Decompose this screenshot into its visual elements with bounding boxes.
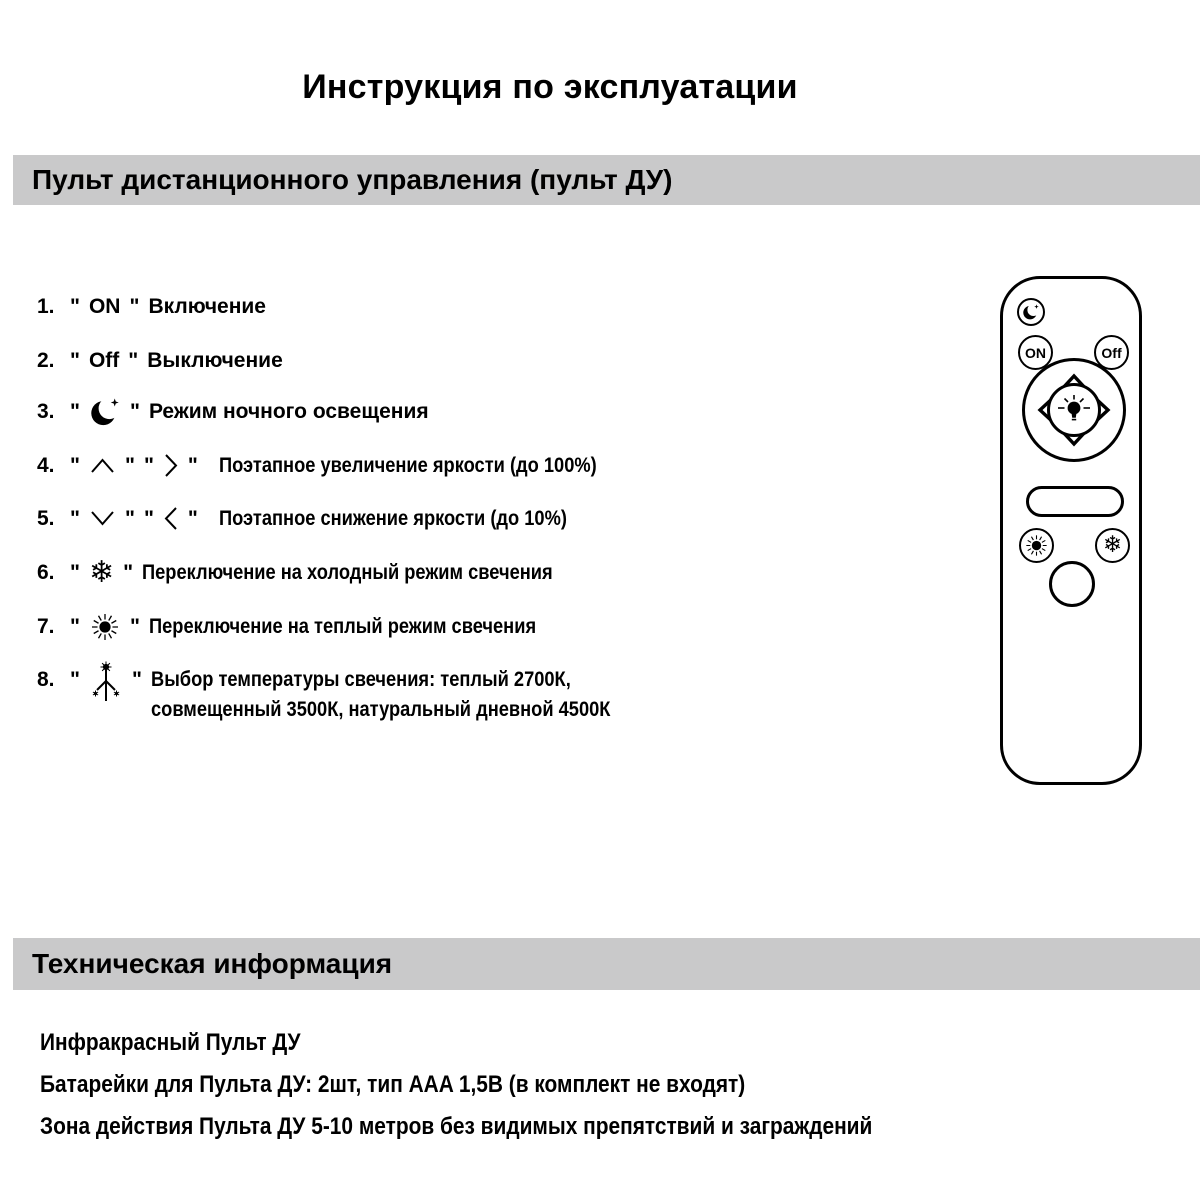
section-header-tech xyxy=(13,938,1200,990)
item-number: 2. xyxy=(37,349,55,372)
warm-mode-button xyxy=(1019,528,1054,563)
item-number: 4. xyxy=(37,453,55,477)
chevron-down-icon xyxy=(89,509,116,528)
button-key-label: Off xyxy=(88,349,120,372)
quote-mark: " xyxy=(70,615,80,638)
sun-icon xyxy=(89,611,121,643)
item-number: 6. xyxy=(37,561,55,584)
instruction-item-7 xyxy=(37,611,594,643)
quote-mark: " xyxy=(70,400,80,423)
item-desc: Поэтапное снижение яркости (до 10%) xyxy=(218,506,567,530)
instruction-item-1 xyxy=(37,295,266,319)
light-bulb-icon xyxy=(1057,394,1091,426)
pill-button xyxy=(1026,486,1124,517)
quote-mark: " xyxy=(128,349,139,372)
item-desc: Поэтапное увеличение яркости (до 100%) xyxy=(218,453,597,477)
item-desc xyxy=(151,661,679,725)
instruction-item-4 xyxy=(37,452,653,479)
quote-mark: " xyxy=(70,349,80,372)
quote-mark: " xyxy=(131,668,142,691)
round-button xyxy=(1049,561,1095,607)
item-desc: Включение xyxy=(148,295,266,318)
quote-mark: " xyxy=(70,453,80,477)
on-button-label: ON xyxy=(1025,344,1046,361)
tech-info-line-1: Инфракрасный Пульт ДУ xyxy=(40,1029,301,1056)
dpad-center-bulb-button xyxy=(1047,383,1101,437)
item-number: 3. xyxy=(37,400,55,423)
tech-info-line-2: Батарейки для Пульта ДУ: 2шт, тип AAA 1,5В (в комплект не входят) xyxy=(40,1071,746,1098)
quote-mark: " xyxy=(129,400,140,423)
quote-mark: " xyxy=(70,668,80,691)
tech-info-line-3: Зона действия Пульта ДУ 5-10 метров без видимых препятствий и заграждений xyxy=(40,1113,873,1140)
dpad-button xyxy=(1022,358,1126,462)
moon-night-icon xyxy=(89,396,121,428)
item-number: 5. xyxy=(37,506,55,530)
quote-mark: " xyxy=(187,506,198,530)
quote-mark: " xyxy=(143,506,154,530)
quote-mark: " xyxy=(123,561,134,584)
page-title: Инструкция по эксплуатации xyxy=(302,68,798,106)
snowflake-icon: ❄ xyxy=(88,555,115,590)
instruction-item-2 xyxy=(37,349,283,373)
quote-mark: " xyxy=(70,295,80,318)
item-number: 1. xyxy=(37,295,55,318)
quote-mark: " xyxy=(124,453,135,477)
color-temp-branch-icon xyxy=(89,661,123,704)
night-mode-button xyxy=(1017,298,1045,326)
chevron-right-icon xyxy=(163,452,179,479)
quote-mark: " xyxy=(124,506,135,530)
item-number: 7. xyxy=(37,615,55,638)
remote-control-illustration xyxy=(1000,276,1142,785)
instruction-item-3 xyxy=(37,396,429,428)
quote-mark: " xyxy=(70,561,80,584)
item-desc-line-1: Выбор температуры свечения: теплый 2700К, xyxy=(150,668,571,691)
snowflake-icon: ❄ xyxy=(1102,532,1123,558)
button-key-label: ON xyxy=(88,295,121,318)
moon-night-icon xyxy=(1022,303,1040,321)
quote-mark: " xyxy=(187,453,198,477)
quote-mark: " xyxy=(70,506,80,530)
quote-mark: " xyxy=(143,453,154,477)
section-header-remote xyxy=(13,155,1200,205)
sun-icon xyxy=(1024,533,1049,558)
chevron-left-icon xyxy=(163,505,179,532)
item-desc: Переключение на теплый режим свечения xyxy=(148,615,537,638)
off-button-label: Off xyxy=(1101,344,1122,361)
instruction-item-5 xyxy=(37,505,619,532)
item-desc-line-2: совмещенный 3500К, натуральный дневной 4500К xyxy=(150,698,611,721)
item-desc: Режим ночного освещения xyxy=(148,400,429,423)
item-desc: Выключение xyxy=(147,349,283,372)
instruction-item-6 xyxy=(37,555,614,590)
section-header-tech-text: Техническая информация xyxy=(32,948,393,979)
quote-mark: " xyxy=(129,295,140,318)
instruction-item-8 xyxy=(37,661,679,725)
quote-mark: " xyxy=(129,615,140,638)
item-desc: Переключение на холодный режим свечения xyxy=(142,561,553,584)
item-number: 8. xyxy=(37,668,55,691)
section-header-remote-text: Пульт дистанционного управления (пульт ДУ) xyxy=(32,164,673,195)
chevron-up-icon xyxy=(89,456,116,475)
cold-mode-button xyxy=(1095,528,1130,563)
